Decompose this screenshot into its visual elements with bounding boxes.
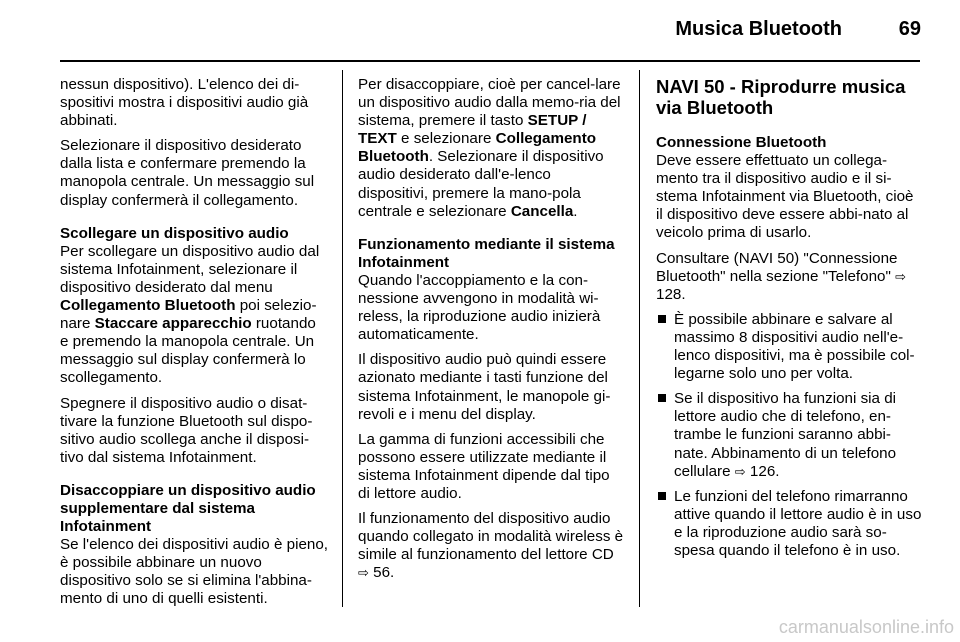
header-divider [60,60,920,62]
paragraph: Per disaccoppiare, cioè per cancel-lare un dispositivo audio dalla memo-ria del sistema, premere il tasto SETUP / TEXT e selezionare Collegamento Bluetooth. Selezionare il dispositivo audio desiderato dall'e-lenco dispositivi, premere la mano-pola centrale e selezionare Cancella. [358,76,621,220]
section-heading: Connessione Bluetooth [656,134,827,151]
bullet-list [656,311,924,560]
paragraph: Spegnere il dispositivo audio o disat-tivare la funzione Bluetooth sul dispo-sitivo audio scollega anche il disposi-tivo dal sistema Infotainment. [60,394,313,466]
watermark: carmanualsonline.info [778,617,954,637]
list-item: È possibile abbinare e salvare al massimo 8 dispositivi audio nell'e-lenco dispositivi, ma è possibile col-legarne solo uno per volta. [656,311,924,383]
paragraph: Il funzionamento del dispositivo audio quando collegato in modalità wireless è simile al funzionamento del lettore CD ⇨ 56. [358,510,624,582]
paragraph: Consultare (NAVI 50) "Connessione Bluetooth" nella sezione "Telefono" ⇨ 128. [656,249,906,303]
page-reference[interactable]: 128 [656,285,682,303]
button-term: SETUP / TEXT [358,112,587,148]
list-item: Le funzioni del telefono rimarranno attive quando il lettore audio è in uso e la riproduzione audio sarà so-spesa quando il telefono è in uso. [656,488,924,560]
paragraph: Quando l'accoppiamento e la con-nessione avvengono in modalità wi-reless, la riproduzione audio inizierà automaticamente. [358,271,601,344]
page-header [0,0,960,62]
column-divider [342,70,343,607]
page-reference-arrow-icon: ⇨ [734,463,746,479]
column-right [656,76,924,567]
column-left [60,76,328,616]
square-bullet-icon [658,394,666,402]
paragraph: nessun dispositivo). L'elenco dei di-spositivi mostra i dispositivi audio già abbinati. [60,76,309,130]
menu-term: Collegamento Bluetooth [358,130,597,166]
column-middle [358,76,624,589]
section-heading: Disaccoppiare un dispositivo audio supplementare dal sistema Infotainment [60,481,316,536]
square-bullet-icon [658,492,666,500]
square-bullet-icon [658,315,666,323]
chapter-title: NAVI 50 - Riprodurre musica via Bluetooth [656,76,906,118]
column-divider [639,70,640,607]
paragraph: La gamma di funzioni accessibili che possono essere utilizzate mediante il sistema Infotainment dipende dal tipo di lettore audio. [358,430,610,502]
paragraph: Selezionare il dispositivo desiderato dalla lista e confermare premendo la manopola centrale. Un messaggio sul display confermerà il collegamento. [60,137,315,209]
menu-term: Cancella [510,202,574,220]
header-title: Musica Bluetooth [675,18,842,40]
list-item: Se il dispositivo ha funzioni sia di lettore audio che di telefono, en-trambe le funzioni saranno abbi-nate. Abbinamento di un telefono cellulare ⇨ 126. [656,390,924,480]
menu-term: Collegamento Bluetooth [60,297,236,315]
menu-term: Staccare apparecchio [94,315,252,333]
page-reference-arrow-icon: ⇨ [895,268,906,284]
paragraph: Il dispositivo audio può quindi essere azionato mediante i tasti funzione del sistema Infotainment, le manopole gi-revoli e i menu del display. [358,351,611,423]
section-heading: Scollegare un dispositivo audio [60,224,289,242]
page-reference[interactable]: 56 [373,564,391,582]
paragraph: Deve essere effettuato un collega-mento tra il dispositivo audio e il si-stema Infotainment via Bluetooth, cioè il dispositivo deve essere abbi-nato al veicolo prima di usarlo. [656,152,914,242]
section-heading: Funzionamento mediante il sistema Infotainment [358,235,615,271]
page-number: 69 [898,18,921,40]
page-reference[interactable]: 126 [749,462,776,480]
paragraph: Per scollegare un dispositivo audio dal sistema Infotainment, selezionare il dispositivo desiderato dal menu Collegamento Bluetooth poi selezio-nare Staccare apparecchio ruotando e premendo la manopola centrale. Un messaggio sul display confermerà lo scollegamento. [60,242,320,387]
paragraph: Se l'elenco dei dispositivi audio è pieno, è possibile abbinare un nuovo dispositivo solo se si elimina l'abbina-mento di uno di quelli esistenti. [60,536,329,608]
page-reference-arrow-icon: ⇨ [358,565,369,581]
